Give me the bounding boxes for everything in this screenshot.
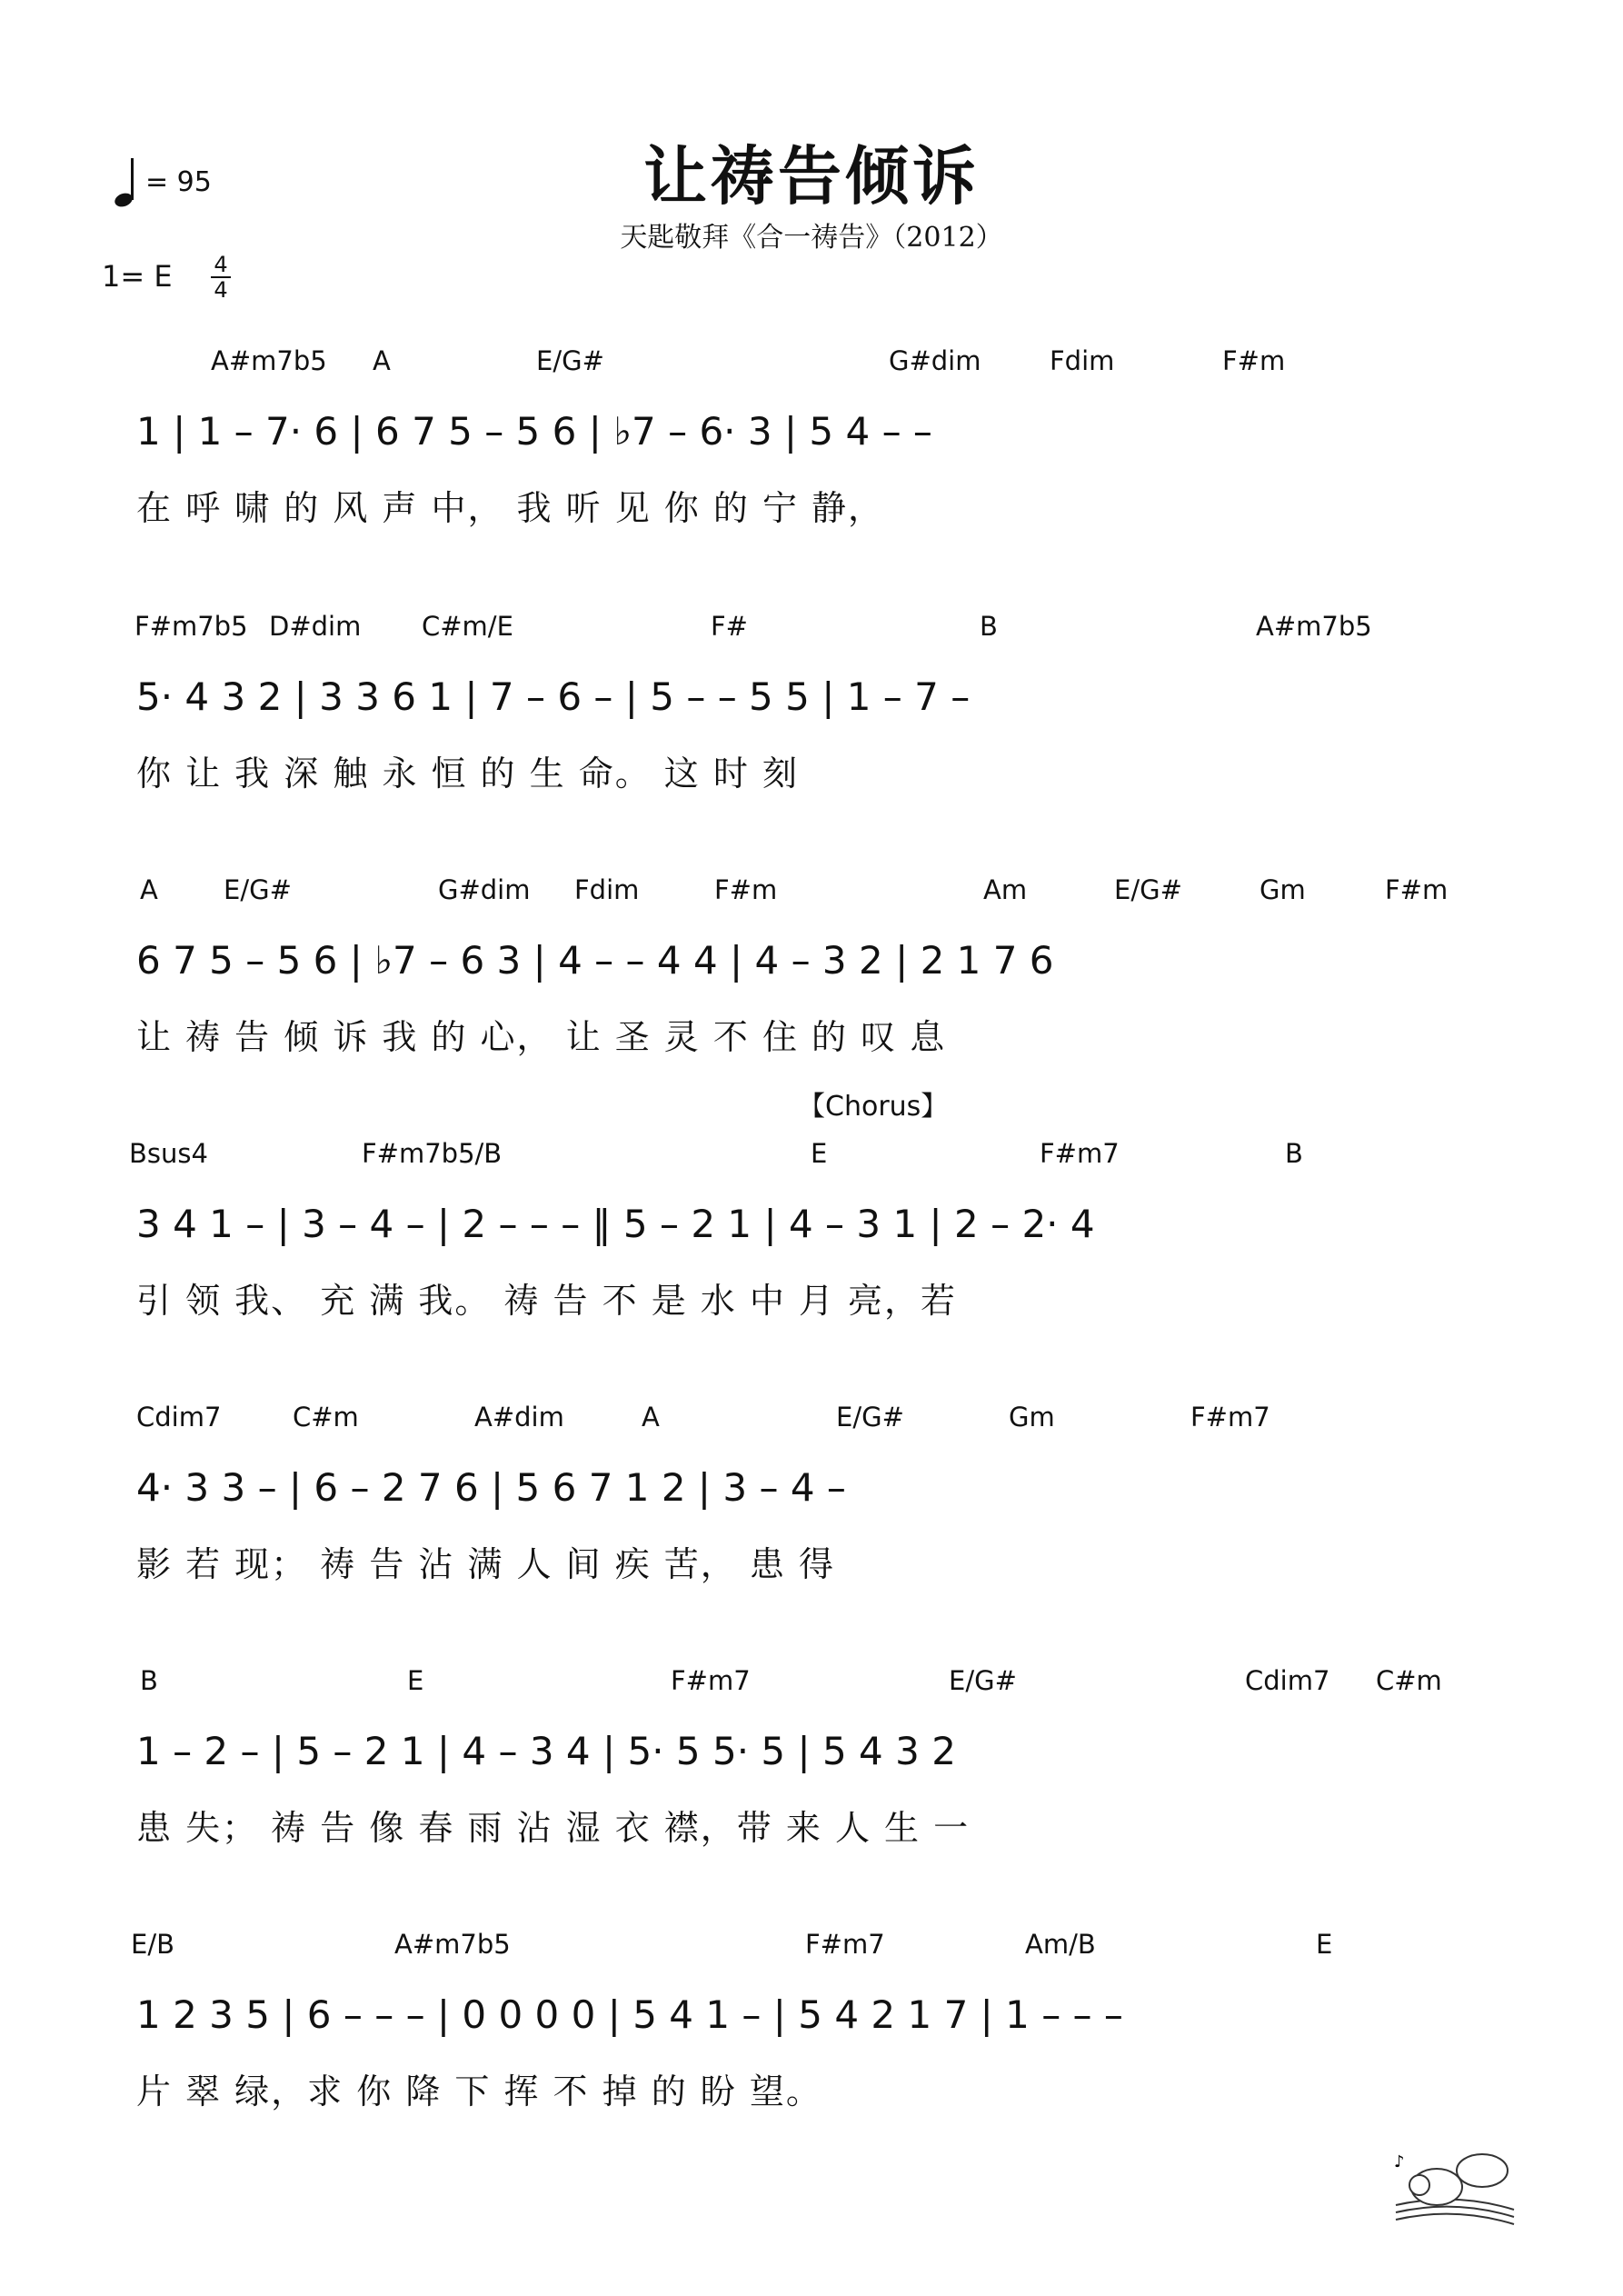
- notation-line: 1 | 1 – 7· 6 | 6 7 5 – 5 6 | ♭7 – 6· 3 | 5 4 – –: [136, 409, 932, 454]
- chord: Am: [983, 874, 1028, 905]
- chord: G#dim: [438, 874, 531, 905]
- chord: G#dim: [889, 345, 981, 376]
- chord: A#m7b5: [394, 1929, 511, 1960]
- chord: A#m7b5: [211, 345, 327, 376]
- chord: F#m7: [805, 1929, 885, 1960]
- chord: Cdim7: [136, 1402, 222, 1433]
- chord: F#m7b5/B: [362, 1138, 503, 1169]
- chord: A: [140, 874, 158, 905]
- chord: C#m: [293, 1402, 359, 1433]
- lyrics-line: 片 翠 绿，求 你 降 下 挥 不 掉 的 盼 望。: [136, 2071, 822, 2111]
- chord: E: [1316, 1929, 1333, 1960]
- song-title: 让祷告倾诉: [643, 139, 980, 214]
- chord: F#m: [1385, 874, 1449, 905]
- chord: Am/B: [1025, 1929, 1096, 1960]
- score-row-1: [0, 345, 1623, 573]
- chord: F#m7: [1040, 1138, 1120, 1169]
- lyrics-line: 影 若 现； 祷 告 沾 满 人 间 疾 苦， 患 得: [136, 1544, 835, 1584]
- notation-line: 3 4 1 – | 3 – 4 – | 2 – – – ‖ 5 – 2 1 | 4 – 3 1 | 2 – 2· 4: [136, 1202, 1095, 1246]
- chord: E/G#: [224, 874, 292, 905]
- score-row-3: [0, 874, 1623, 1102]
- chord: A: [642, 1402, 660, 1433]
- chord: E: [811, 1138, 828, 1169]
- lyrics-line: 让 祷 告 倾 诉 我 的 心， 让 圣 灵 不 住 的 叹 息: [136, 1017, 947, 1057]
- tempo-value: = 95: [145, 165, 212, 198]
- notation-line: 1 – 2 – | 5 – 2 1 | 4 – 3 4 | 5· 5 5· 5 | 5 4 3 2: [136, 1729, 956, 1773]
- chord: F#m7: [1190, 1402, 1270, 1433]
- chord: B: [1285, 1138, 1303, 1169]
- chord: Gm: [1260, 874, 1306, 905]
- chord: E: [407, 1665, 424, 1696]
- lyrics-line: 你 让 我 深 触 永 恒 的 生 命。 这 时 刻: [136, 754, 799, 794]
- time-signature-bottom: 4: [214, 277, 228, 303]
- chord: E/G#: [536, 345, 604, 376]
- sheep-logo-icon: [1387, 2141, 1523, 2232]
- chord: Bsus4: [129, 1138, 208, 1169]
- chord: E/G#: [949, 1665, 1017, 1696]
- song-subtitle: 天匙敬拜《合一祷告》（2012）: [620, 222, 1003, 254]
- chord: C#m/E: [422, 611, 513, 642]
- time-signature-top: 4: [214, 252, 228, 277]
- chord: F#m7: [671, 1665, 751, 1696]
- chord: B: [980, 611, 998, 642]
- chord: Gm: [1009, 1402, 1055, 1433]
- score-row-7: [0, 1929, 1623, 2156]
- score-row-6: [0, 1665, 1623, 1892]
- chord: E/G#: [836, 1402, 904, 1433]
- chord: Fdim: [574, 874, 640, 905]
- chord: B: [140, 1665, 158, 1696]
- section-label: 【Chorus】: [798, 1091, 949, 1123]
- chord: E/B: [131, 1929, 174, 1960]
- key-signature: 1= E: [102, 259, 173, 294]
- lyrics-line: 引 领 我、 充 满 我。 祷 告 不 是 水 中 月 亮，若: [136, 1281, 958, 1321]
- chord: A#dim: [474, 1402, 564, 1433]
- chord: C#m: [1376, 1665, 1442, 1696]
- time-signature: [211, 253, 231, 302]
- notation-line: 5· 4 3 2 | 3 3 6 1 | 7 – 6 – | 5 – – 5 5 | 1 – 7 –: [136, 674, 971, 719]
- chord: A: [373, 345, 391, 376]
- notation-line: 1 2 3 5 | 6 – – – | 0 0 0 0 | 5 4 1 – | 5 4 2 1 7 | 1 – – –: [136, 1992, 1123, 2037]
- chord: F#: [711, 611, 748, 642]
- lyrics-line: 在 呼 啸 的 风 声 中， 我 听 见 你 的 宁 静，: [136, 488, 885, 528]
- svg-text:♪: ♪: [1394, 2152, 1405, 2171]
- notation-line: 6 7 5 – 5 6 | ♭7 – 6 3 | 4 – – 4 4 | 4 – 3 2 | 2 1 7 6: [136, 938, 1054, 983]
- chord: D#dim: [269, 611, 362, 642]
- score-row-5: [0, 1402, 1623, 1629]
- chord: F#m7b5: [134, 611, 248, 642]
- chord: Fdim: [1050, 345, 1115, 376]
- chord: A#m7b5: [1256, 611, 1372, 642]
- score-row-2: [0, 611, 1623, 838]
- chord: F#m: [714, 874, 778, 905]
- chord: F#m: [1222, 345, 1286, 376]
- lyrics-line: 患 失； 祷 告 像 春 雨 沾 湿 衣 襟，带 来 人 生 一: [136, 1808, 971, 1848]
- score-row-4: [0, 1138, 1623, 1365]
- chord: Cdim7: [1245, 1665, 1330, 1696]
- chord: E/G#: [1114, 874, 1182, 905]
- notation-line: 4· 3 3 – | 6 – 2 7 6 | 5 6 7 1 2 | 3 – 4 –: [136, 1465, 846, 1510]
